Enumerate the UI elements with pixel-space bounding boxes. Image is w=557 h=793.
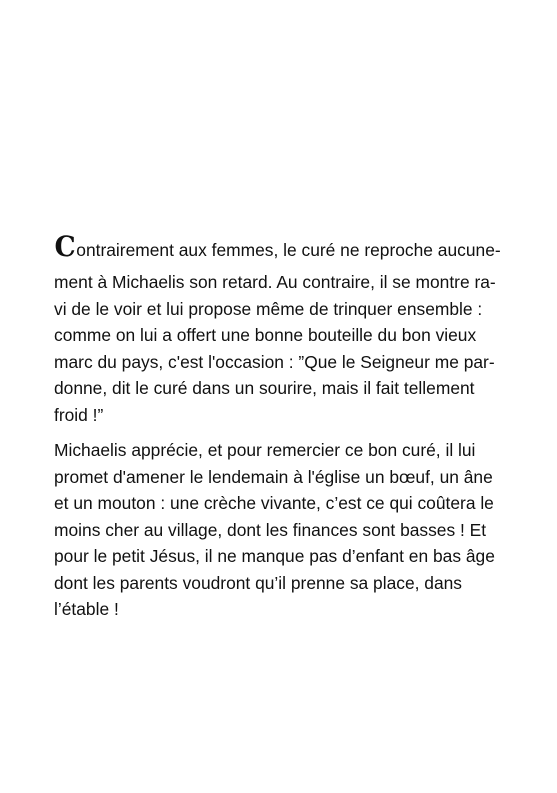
text-line: ment à Michaelis son retard. Au contraire, il se montre ra-	[54, 272, 496, 292]
text-line	[54, 228, 514, 269]
text-line: vi de le voir et lui propose même de trinquer ensemble :	[54, 298, 483, 319]
text-line-content: ontrairement aux femmes, le curé ne reproche aucune-	[76, 240, 501, 260]
text-line: marc du pays, c'est l'occasion : ”Que le Seigneur me par-	[54, 351, 495, 372]
text-line: froid !”	[54, 404, 104, 425]
drop-cap: C	[54, 230, 76, 263]
paragraph-1	[54, 228, 514, 428]
text-line: Michaelis apprécie, et pour remercier ce bon curé, il lui	[54, 440, 476, 460]
text-line: donne, dit le curé dans un sourire, mais il fait tellement	[54, 378, 475, 398]
text-line: l’étable !	[54, 599, 119, 619]
text-line: pour le petit Jésus, il ne manque pas d’enfant en bas âge	[54, 546, 495, 566]
paragraph-2	[54, 437, 514, 623]
text-line: comme on lui a offert une bonne bouteille du bon vieux	[54, 325, 477, 345]
text-line: et un mouton : une crèche vivante, c’est ce qui coûtera le	[54, 493, 494, 513]
text-line: promet d'amener le lendemain à l'église un bœuf, un âne	[54, 466, 493, 487]
text-line: moins cher au village, dont les finances sont basses ! Et	[54, 519, 487, 540]
body-text	[54, 228, 514, 623]
text-line: dont les parents voudront qu’il prenne sa place, dans	[54, 572, 462, 593]
